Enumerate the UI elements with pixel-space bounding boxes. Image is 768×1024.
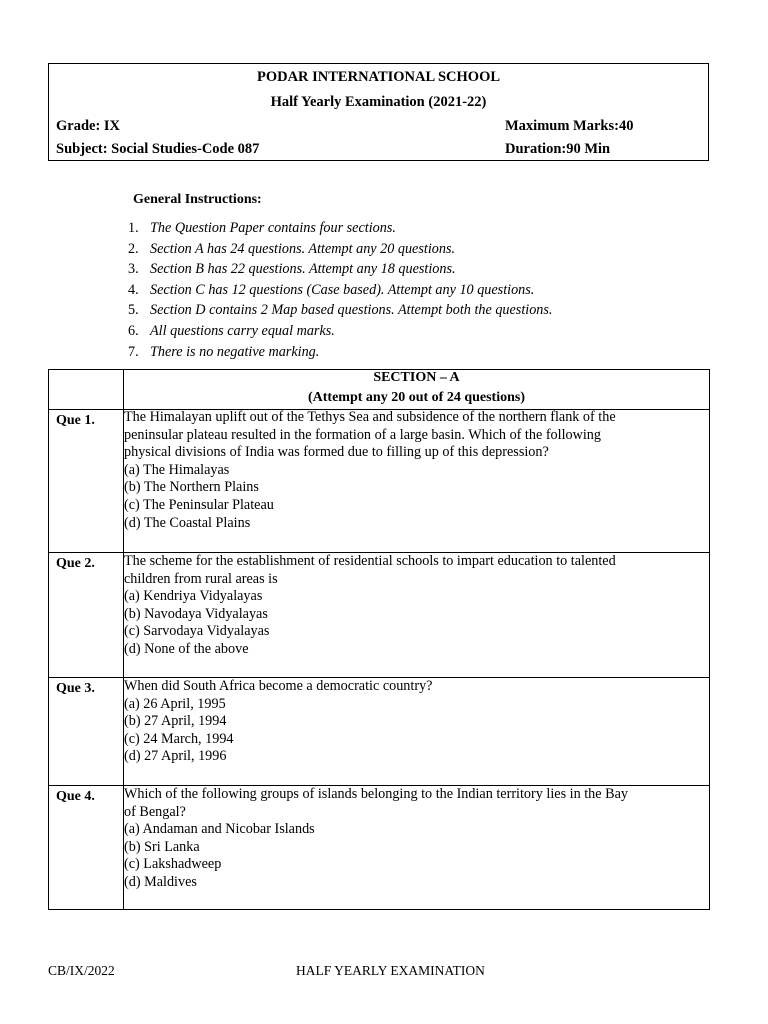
question-line: physical divisions of India was formed due to filling up of this depression? [124,444,549,461]
answer-option: (c) 24 March, 1994 [124,730,234,747]
instruction-text: Section A has 24 questions. Attempt any 20 questions. [150,240,456,257]
footer-title: HALF YEARLY EXAMINATION [296,963,485,978]
answer-option: (d) The Coastal Plains [124,514,251,531]
instruction-text: Section C has 12 questions (Case based). Attempt any 10 questions. [150,281,535,298]
answer-option: (b) Navodaya Vidyalayas [124,605,268,622]
question-line: peninsular plateau resulted in the formation of a large basin. Which of the following [124,426,601,443]
instruction-number: 7. [128,343,139,360]
exam-title: Half Yearly Examination (2021-22) [270,94,487,110]
instructions-list [128,218,552,362]
question-body [124,786,684,892]
instruction-item [128,321,552,342]
answer-option: (c) Sarvodaya Vidyalayas [124,623,270,640]
school-name: PODAR INTERNATIONAL SCHOOL [256,69,501,85]
subject-label: Subject: Social Studies-Code 087 [56,141,260,157]
question-number: Que 2. [56,556,95,571]
instruction-item [128,342,552,363]
answer-option: (a) 26 April, 1995 [124,695,226,712]
instruction-item [128,218,552,239]
question-line: When did South Africa become a democratic country? [124,678,433,694]
question-line: Which of the following groups of islands belonging to the Indian territory lies in the Bay [124,786,628,802]
answer-option: (d) None of the above [124,640,249,657]
question-number: Que 4. [56,789,95,804]
section-title: SECTION – A [373,370,460,385]
instruction-item [128,259,552,280]
instruction-number: 1. [128,220,139,236]
question-body [124,409,684,532]
answer-option: (c) The Peninsular Plateau [124,496,274,513]
question-table [48,369,710,910]
instruction-text: The Question Paper contains four sections. [150,220,396,236]
max-marks-label: Maximum Marks:40 [505,118,634,134]
answer-option: (a) Andaman and Nicobar Islands [124,821,315,838]
instruction-number: 4. [128,281,139,298]
instruction-text: All questions carry equal marks. [150,322,335,339]
instruction-text: Section B has 22 questions. Attempt any 18 questions. [150,261,456,278]
exam-header [48,63,709,161]
question-line: of Bengal? [124,803,186,820]
footer-code: CB/IX/2022 [48,963,115,978]
instruction-number: 2. [128,240,139,257]
instruction-item [128,280,552,301]
question-line: The Himalayan uplift out of the Tethys Sea and subsidence of the northern flank of the [124,409,616,425]
grade-label: Grade: IX [56,118,121,134]
answer-option: (b) 27 April, 1994 [124,713,227,730]
instruction-item [128,300,552,321]
question-line: The scheme for the establishment of residential schools to impart education to talented [124,553,616,569]
duration-label: Duration:90 Min [505,141,611,157]
instruction-number: 5. [128,302,139,319]
answer-option: (b) The Northern Plains [124,479,259,496]
question-number: Que 1. [56,413,95,428]
answer-option: (a) The Himalayas [124,461,230,478]
answer-option: (c) Lakshadweep [124,856,222,873]
instructions-title: General Instructions: [133,192,262,207]
question-number: Que 3. [56,681,95,696]
instruction-text: Section D contains 2 Map based questions. Attempt both the questions. [150,302,553,319]
instruction-text: There is no negative marking. [150,343,320,360]
question-body [124,678,684,766]
answer-option: (a) Kendriya Vidyalayas [124,588,263,605]
question-body [124,553,684,659]
answer-option: (b) Sri Lanka [124,838,200,855]
answer-option: (d) 27 April, 1996 [124,748,227,765]
question-line: children from rural areas is [124,570,278,587]
instruction-number: 6. [128,322,139,339]
instruction-number: 3. [128,261,139,278]
instruction-item [128,239,552,260]
answer-option: (d) Maldives [124,873,197,890]
section-subtitle: (Attempt any 20 out of 24 questions) [308,390,525,405]
